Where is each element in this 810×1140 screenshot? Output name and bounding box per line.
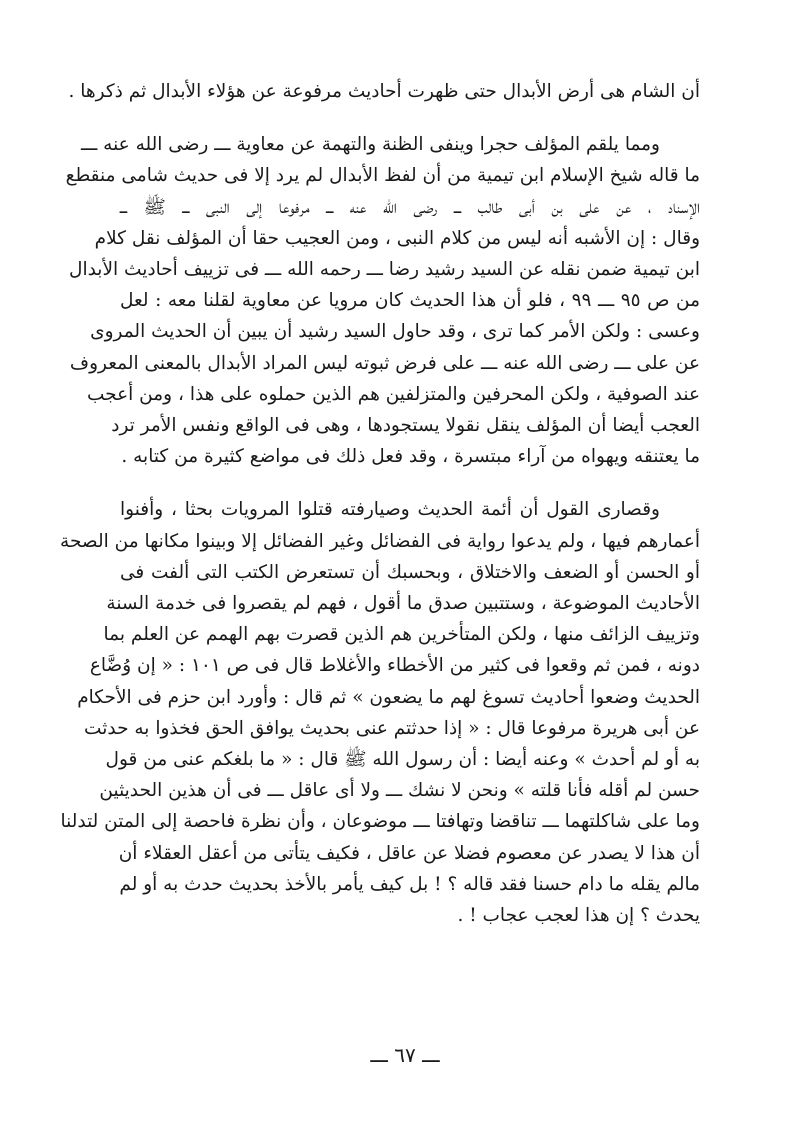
text-line: ومما يلقم المؤلف حجرا وينفى الظنة والتهمة عن معاوية ـــ رضى الله عنه ـــ (81, 134, 660, 156)
text-line: وقصارى القول أن أئمة الحديث وصيارفته قتلوا المرويات بحثا ، وأفنوا (120, 499, 660, 521)
text-line: من ص ٩٥ ـــ ٩٩ ، فلو أن هذا الحديث كان مرويا عن معاوية لقلنا معه : لعل (120, 290, 700, 312)
text-line: الإسناد ، عن على بن أبى طالب ـــ رضى الله عنه ـــ مرفوعا إلى النبى ـــ ﷺ ـــ (120, 196, 700, 218)
text-line: أعمارهم فيها ، ولم يدعوا رواية فى الفضائل وغير الفضائل إلا وبينوا مكانها من الصحة (60, 530, 700, 552)
text-line: يحدث ؟ إن هذا لعجب عجاب ! . (457, 905, 700, 927)
text-line: حسن لم أقله فأنا قلته » ونحن لا نشك ـــ ولا أى عاقل ـــ فى أن هذين الحديثين (99, 780, 700, 802)
paragraph-2 (65, 129, 700, 472)
text-line: وعسى : ولكن الأمر كما ترى ، وقد حاول السيد رشيد أن يبين أن الحديث المروى (90, 321, 700, 343)
text-line: به أو لم أحدث » وعنه أيضا : أن رسول الله ﷺ قال : « ما بلغكم عنى من قول (105, 749, 700, 771)
text-line: دونه ، فمن ثم وقعوا فى كثير من الأخطاء والأغلاط قال فى ص ١٠١ : « إن وُضَّاع (89, 655, 700, 677)
text-line: عند الصوفية ، ولكن المحرفين والمتزلفين هم الذين حملوه على هذا ، ومن أعجب (87, 383, 700, 405)
text-line: العجب أيضا أن المؤلف ينقل نقولا يستجودها ، وهى فى الواقع ونفس الأمر ترد (111, 415, 700, 437)
text-line: ابن تيمية ضمن نقله عن السيد رشيد رضا ـــ رحمه الله ـــ فى تزييف أحاديث الأبدال (69, 259, 700, 281)
text-line: أن هذا لا يصدر عن معصوم فضلا عن عاقل ، فكيف يتأتى من أعقل العقلاء أن (118, 842, 700, 864)
text-line: وما على شاكلتهما ـــ تناقضا وتهافتا ـــ موضوعان ، وأن نظرة فاحصة إلى المتن لتدلنا (60, 811, 700, 833)
paragraph-1 (68, 76, 700, 107)
text-line: ما قاله شيخ الإسلام ابن تيمية من أن لفظ الأبدال لم يرد إلا فى حديث شامى منقطع (65, 165, 700, 187)
text-line: عن أبى هريرة مرفوعا قال : « إذا حدثتم عنى بحديث يوافق الحق فخذوا به حدثت (84, 717, 700, 739)
text-line: وقال : إن الأشبه أنه ليس من كلام النبى ، ومن العجيب حقا أن المؤلف نقل كلام (94, 227, 700, 249)
text-line: مالم يقله ما دام حسنا فقد قاله ؟ ! بل كيف يأمر بالأخذ بحديث حدث به أو لم (119, 873, 700, 895)
page-body (60, 76, 700, 953)
text-line: أو الحسن أو الضعف والاختلاق ، وبحسبك أن تستعرض الكتب التى ألفت فى (120, 561, 700, 583)
text-line: أن الشام هى أرض الأبدال حتى ظهرت أحاديث مرفوعة عن هؤلاء الأبدال ثم ذكرها . (68, 81, 700, 102)
text-line: عن على ـــ رضى الله عنه ـــ على فرض ثبوته ليس المراد الأبدال بالمعنى المعروف (69, 352, 700, 374)
text-line: الحديث وضعوا أحاديث تسوغ لهم ما يضعون » ثم قال : وأورد ابن حزم فى الأحكام (77, 686, 700, 708)
text-line: ما يعتنقه ويهواه من آراء مبتسرة ، وقد فعل ذلك فى مواضع كثيرة من كتابه . (121, 446, 700, 468)
paragraph-3 (60, 494, 700, 931)
page-number: ـــ ٦٧ ـــ (370, 1043, 440, 1067)
text-line: وتزييف الزائف منها ، ولكن المتأخرين هم الذين قصرت بهم الهمم عن العلم بما (103, 624, 700, 646)
text-line: الأحاديث الموضوعة ، وستتبين صدق ما أقول ، فهم لم يقصروا فى خدمة السنة (106, 593, 700, 615)
